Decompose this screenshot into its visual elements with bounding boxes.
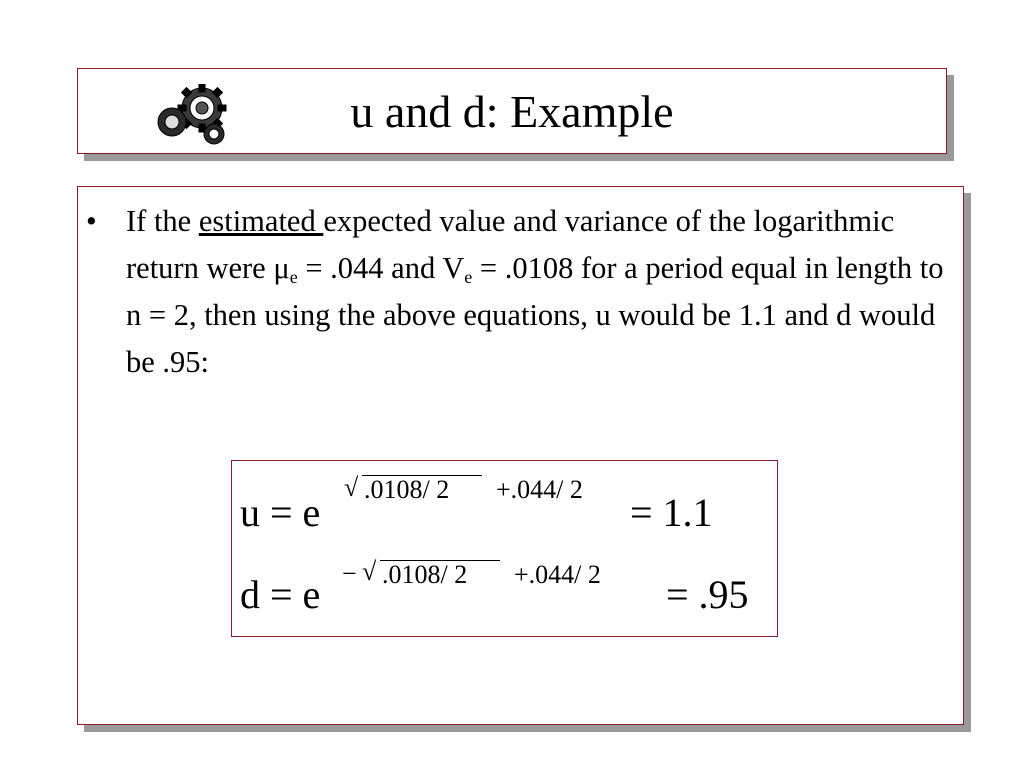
d-radicand: .0108/ 2 bbox=[382, 560, 468, 589]
underlined-word: estimated bbox=[198, 204, 324, 238]
u-equation-rhs: = 1.1 bbox=[630, 490, 713, 535]
u-exponent-rest: +.044/ 2 bbox=[496, 475, 583, 504]
u-equation-lhs: u = e bbox=[240, 490, 321, 535]
formula-box bbox=[231, 460, 778, 637]
d-exponent-sign: − bbox=[342, 559, 357, 588]
bullet-text-part: = .0108 for a period equal in length to n = 2, then using the above equations, u would be 1.1 and d would be .95: bbox=[126, 251, 944, 379]
subscript-e: e bbox=[289, 267, 298, 287]
bullet-text bbox=[126, 198, 946, 386]
d-radical-sign: √ bbox=[362, 557, 377, 586]
d-equation-lhs: d = e bbox=[240, 572, 321, 617]
bullet-marker: • bbox=[86, 204, 97, 238]
bullet-text-part: If the bbox=[126, 204, 199, 238]
mu-symbol: μ bbox=[273, 251, 290, 285]
d-equation-rhs: = .95 bbox=[666, 572, 749, 617]
bullet-text-part: = .044 and V bbox=[297, 251, 465, 285]
d-exponent-rest: +.044/ 2 bbox=[514, 560, 601, 589]
subscript-e: e bbox=[464, 267, 473, 287]
page-title bbox=[0, 72, 1024, 152]
u-radicand: .0108/ 2 bbox=[364, 475, 450, 504]
title-text: u and d: Example bbox=[350, 86, 674, 137]
bullet-text-part: expected value and variance of the logarithmic return were bbox=[126, 204, 895, 285]
u-radical-sign: √ bbox=[344, 473, 359, 502]
